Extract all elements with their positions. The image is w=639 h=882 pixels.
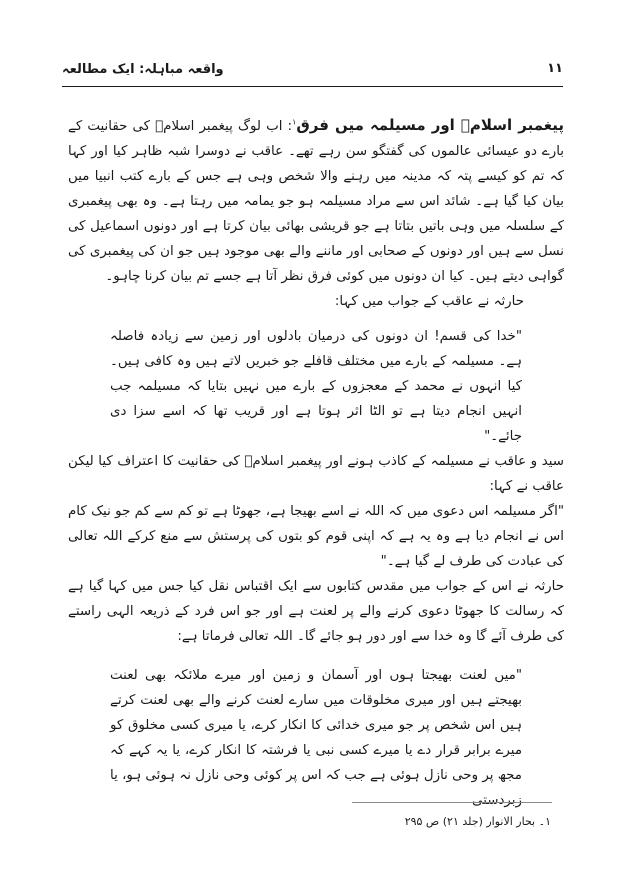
running-title: واقعہ مباہلہ: ایک مطالعہ (62, 62, 224, 77)
body-text (68, 113, 564, 813)
paragraph-intro (68, 113, 564, 289)
block-quote-haritha: "خدا کی قسم! ان دونوں کی درمیان بادلوں اور زمین سے زیادہ فاصلہ ہے۔ مسیلمہ کے بارے میں مختلف قافلے جو خبریں لاتے ہیں وہ کافی ہیں۔ کیا انہوں نے محمد کے معجزوں کے بارے میں نہیں بتایا کہ مسیلمہ جب انہیں انجام دیتا ہے تو الٹا اثر ہوتا ہے اور قریب تھا کہ اسے سزا دی جائے۔" (110, 329, 522, 444)
paragraph-haritha-citation: حارثہ نے اس کے جواب میں مقدس کتابوں سے ایک اقتباس نقل کیا جس میں کہا گیا ہے کہ رسالت کا جھوٹا دعوی کرنے والے پر لعنت ہے اور جو اس فرد کے ذریعہ الہی راستے کی طرف آئے گا وہ خدا سے اور دور ہو جائے گا۔ اللہ تعالی فرماتا ہے: (68, 579, 564, 644)
section-heading: پیغمبر اسلامؑ اور مسیلمہ میں فرق (296, 116, 564, 134)
paragraph-acknowledgement: سید و عاقب نے مسیلمہ کے کاذب ہونے اور پیغمبر اسلامؑ کی حقانیت کا اعتراف کیا لیکن عاقب نے کہا: (68, 454, 564, 494)
footnote-marker[interactable]: ۱ (292, 117, 297, 127)
block-quote-divine: "میں لعنت بھیجتا ہوں اور آسمان و زمین اور میرے ملائکہ بھی لعنت بھیجتے ہیں اور میری مخلوقات میں سارے لعنت کرنے والے بھی لعنت کرتے ہیں اس شخص پر جو میری خدائی کا انکار کرے، یا میری کسی مخلوق کو میرے برابر قرار دے یا میرے کسی نبی یا فرشتہ کا انکار کرے، یا یہ کہے کہ مجھ پر وحی نازل ہوئی ہے جب کہ اس پر کوئی وحی نازل نہ ہوئی ہو، یا زبردستی (110, 668, 522, 808)
paragraph-intro-text: : اب لوگ پیغمبر اسلامؑ کی حقانیت کے بارے دو عیسائی عالموں کی گفتگو سن رہے تھے۔ عاقب نے دوسرا شبہ ظاہر کیا اور کہا کہ تم کو کیسے پتہ کہ مدینہ میں رہنے والا شخص وہی ہے جس کے بارے کتب انبیا میں بیان کیا گیا ہے۔ شائد اس سے مراد مسیلمہ ہو جو یمامہ میں رہتا ہے۔ وہ بھی پیغمبری کے سلسلہ میں وہی باتیں بتاتا ہے جو قریشی بھائی بیان کرتا ہے اور دونوں اسماعیل کی نسل سے ہیں اور دونوں کے صحابی اور ماننے والے بھی موجود ہیں جو ان کی پیغمبری کی گواہی دیتے ہیں۔ کیا ان دونوں میں کوئی فرق نظر آتا ہے جسے تم بیان کرنا چاہو۔ (68, 119, 564, 284)
paragraph-haritha-reply-intro: حارثہ نے عاقب کے جواب میں کہا: (334, 294, 524, 309)
footnote-divider (352, 802, 552, 803)
footnote: ۱۔ بحار الانوار (جلد ۲۱) ص ۲۹۵ (404, 815, 551, 828)
page-header (62, 60, 563, 87)
page-number: ۱۱ (547, 61, 563, 76)
paragraph-aqib-quote: "اگر مسیلمہ اس دعوی میں کہ اللہ نے اسے بھیجا ہے، جھوٹا ہے تو کم سے کم جو نیک کام اس نے انجام دیا ہے وہ یہ ہے کہ اپنی قوم کو بتوں کی پرستش سے منع کرکے اللہ تعالی کی عبادت کی طرف لے گیا ہے۔" (68, 504, 564, 569)
spacer (68, 314, 564, 324)
spacer (68, 649, 564, 663)
